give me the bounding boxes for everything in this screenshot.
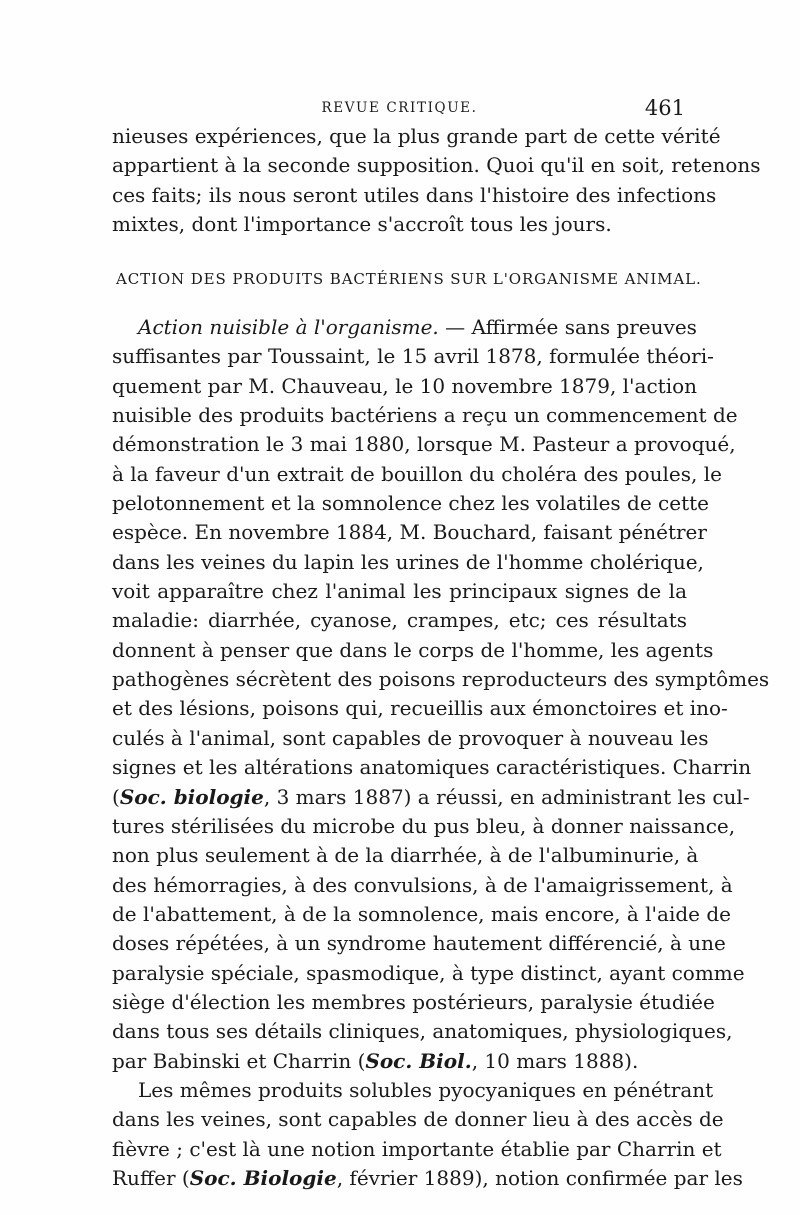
page-number: 461 — [644, 96, 685, 120]
text-line: signes et les altérations anatomiques caractéristiques. Charrin — [112, 755, 752, 780]
text-line: voit apparaître chez l'animal les principaux signes de la — [112, 579, 687, 604]
citation-start: par Babinski et Charrin ( — [112, 1048, 366, 1073]
text-line: démonstration le 3 mai 1880, lorsque M. Pasteur a provoqué, — [112, 432, 736, 457]
text-line: espèce. En novembre 1884, M. Bouchard, faisant pénétrer — [112, 520, 707, 545]
text-line: fièvre ; c'est là une notion importante établie par Charrin et — [112, 1136, 722, 1161]
text-line: quement par M. Chauveau, le 10 novembre 1879, l'action — [112, 373, 698, 398]
citation-start: Ruffer ( — [112, 1165, 190, 1190]
citation-source: Soc. Biologie — [189, 1165, 337, 1190]
text-line: dans tous ses détails cliniques, anatomiques, physiologiques, — [112, 1019, 733, 1044]
paragraph-lead-line — [112, 313, 697, 342]
text-line: tures stérilisées du microbe du pus bleu, à donner naissance, — [112, 813, 736, 838]
text-line: donnent à penser que dans le corps de l'homme, les agents — [112, 637, 714, 662]
citation-line — [112, 1164, 743, 1193]
text-line: à la faveur d'un extrait de bouillon du choléra des poules, le — [112, 461, 722, 486]
text-line: appartient à la seconde supposition. Quoi qu'il en soit, retenons — [112, 153, 761, 178]
section-body — [112, 313, 770, 1193]
text-line: dans les veines du lapin les urines de l'homme cholérique, — [112, 549, 704, 574]
text-line: des hémorragies, à des convulsions, à de l'amaigrissement, à — [112, 872, 733, 897]
text-line: ces faits; ils nous seront utiles dans l'histoire des infections — [112, 182, 717, 207]
running-head — [112, 96, 687, 120]
paren-open: ( — [112, 784, 120, 809]
citation-line — [112, 1047, 687, 1076]
text-line: pelotonnement et la somnolence chez les volatiles de cette — [112, 491, 709, 516]
text-line: siège d'élection les membres postérieurs, paralysie étudiée — [112, 989, 715, 1014]
text-line: nuisible des produits bactériens a reçu un commencement de — [112, 403, 738, 428]
text-line: pathogènes sécrètent des poisons reproducteurs des symptômes — [112, 667, 770, 692]
running-title: REVUE CRITIQUE. — [321, 100, 478, 116]
lead-rest: — Affirmée sans preuves — [438, 315, 697, 339]
text-line: de l'abattement, à de la somnolence, mais encore, à l'aide de — [112, 901, 732, 926]
text-line: paralysie spéciale, spasmodique, à type distinct, ayant comme — [112, 960, 745, 985]
text-line: mixtes, dont l'importance s'accroît tous les jours. — [112, 212, 612, 237]
citation-line — [112, 783, 750, 812]
citation-end: , février 1889), notion confirmée par les — [336, 1165, 743, 1190]
lead-italic: Action nuisible à l'organisme. — [138, 315, 439, 339]
citation-source: Soc. biologie — [119, 784, 264, 809]
text-line: suffisantes par Toussaint, le 15 avril 1878, formulée théori- — [112, 344, 714, 369]
text-line: et des lésions, poisons qui, recueillis aux émonctoires et ino- — [112, 696, 728, 721]
citation-rest: , 3 mars 1887) a réussi, en administrant les cul- — [263, 784, 750, 809]
text-line: doses répétées, à un syndrome hautement différencié, à une — [112, 931, 726, 956]
citation-source: Soc. Biol. — [365, 1048, 472, 1073]
text-line: dans les veines, sont capables de donner lieu à des accès de — [112, 1107, 724, 1132]
text-line: non plus seulement à de la diarrhée, à de l'albuminurie, à — [112, 843, 699, 868]
text-line: maladie: diarrhée, cyanose, crampes, etc; ces résultats — [112, 608, 687, 633]
section-heading: ACTION DES PRODUITS BACTÉRIENS SUR L'ORGANISME ANIMAL. — [116, 270, 702, 288]
citation-end: , 10 mars 1888). — [471, 1048, 639, 1073]
text-line: Les mêmes produits solubles pyocyaniques en pénétrant — [138, 1077, 714, 1102]
intro-paragraph — [112, 122, 761, 239]
text-line: nieuses expériences, que la plus grande part de cette vérité — [112, 124, 721, 148]
text-line: culés à l'animal, sont capables de provoquer à nouveau les — [112, 725, 709, 750]
